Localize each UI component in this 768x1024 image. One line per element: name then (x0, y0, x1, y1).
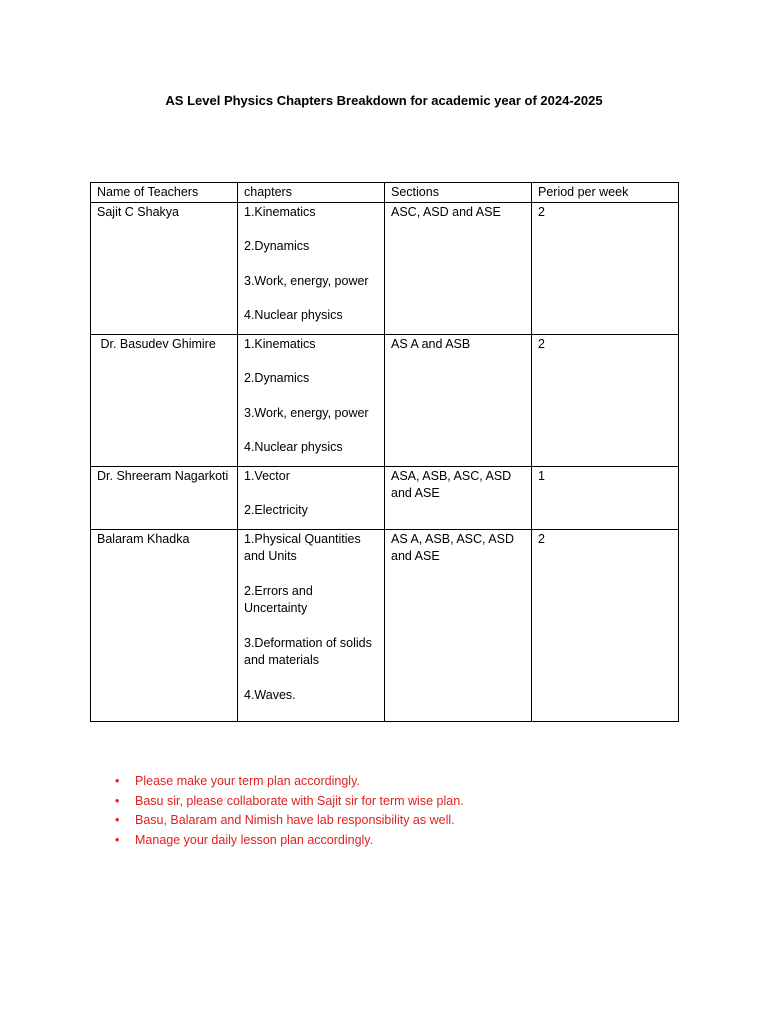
note-item (115, 772, 464, 792)
table-row (91, 529, 679, 722)
header-sections: Sections (385, 183, 532, 203)
teacher-cell: Dr. Shreeram Nagarkoti (91, 466, 238, 529)
periods-cell: 2 (532, 202, 679, 334)
header-periods: Period per week (532, 183, 679, 203)
chapter-item: 2.Dynamics (244, 239, 310, 253)
chapters-cell (238, 202, 385, 334)
teacher-cell: Dr. Basudev Ghimire (91, 334, 238, 466)
periods-cell: 1 (532, 466, 679, 529)
bullet-icon: • (115, 832, 120, 847)
bullet-icon: • (115, 813, 120, 827)
header-teacher: Name of Teachers (91, 183, 238, 203)
chapters-cell (238, 529, 385, 722)
chapter-item: 3.Deformation of solids and materials (244, 635, 372, 667)
note-item (115, 811, 464, 831)
note-item (115, 831, 464, 851)
chapter-item: 1.Physical Quantities and Units (244, 531, 361, 563)
chapter-item: 1.Kinematics (244, 204, 316, 219)
chapter-item: 2.Electricity (244, 503, 308, 517)
table-header-row (91, 183, 679, 203)
teacher-cell: Sajit C Shakya (91, 202, 238, 334)
note-text: Basu sir, please collaborate with Sajit sir for term wise plan. (135, 793, 464, 808)
teacher-cell: Balaram Khadka (91, 529, 238, 722)
bullet-icon: • (115, 774, 120, 788)
table-row (91, 334, 679, 466)
chapters-cell (238, 334, 385, 466)
notes-list (115, 772, 464, 850)
chapters-cell (238, 466, 385, 529)
table-row (91, 466, 679, 529)
chapter-item: 2.Dynamics (244, 371, 310, 385)
periods-cell: 2 (532, 334, 679, 466)
chapter-item: 2.Errors and Uncertainty (244, 583, 313, 615)
chapter-item: 4.Nuclear physics (244, 308, 343, 322)
sections-cell: AS A and ASB (385, 334, 532, 466)
page-title: AS Level Physics Chapters Breakdown for academic year of 2024-2025 (165, 93, 603, 108)
sections-cell: ASA, ASB, ASC, ASD and ASE (385, 466, 532, 529)
bullet-icon: • (115, 793, 120, 808)
note-text: Basu, Balaram and Nimish have lab responsibility as well. (135, 813, 455, 827)
note-text: Please make your term plan accordingly. (135, 774, 360, 788)
table-row (91, 202, 679, 334)
periods-cell: 2 (532, 529, 679, 722)
sections-cell: ASC, ASD and ASE (385, 202, 532, 334)
chapters-table (90, 182, 679, 722)
chapter-item: 4.Waves. (244, 687, 296, 702)
note-item (115, 792, 464, 812)
sections-cell: AS A, ASB, ASC, ASD and ASE (385, 529, 532, 722)
chapter-item: 3.Work, energy, power (244, 405, 369, 420)
chapter-item: 4.Nuclear physics (244, 440, 343, 454)
header-chapters: chapters (238, 183, 385, 203)
chapter-item: 1.Kinematics (244, 336, 316, 351)
note-text: Manage your daily lesson plan accordingly. (135, 832, 374, 847)
chapter-item: 3.Work, energy, power (244, 273, 369, 288)
chapter-item: 1.Vector (244, 468, 290, 483)
